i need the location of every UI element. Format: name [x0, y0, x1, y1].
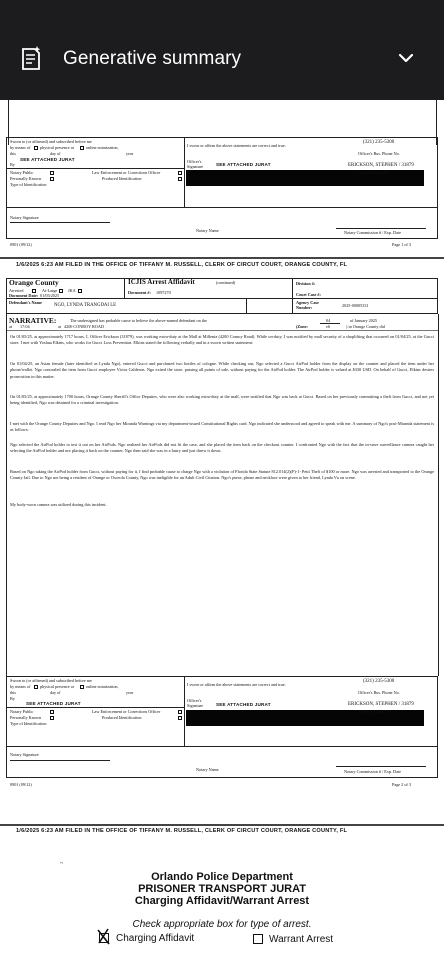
department-name: Orlando Police Department: [151, 871, 293, 883]
checkbox: [178, 710, 182, 714]
county-heading: Orange County: [9, 278, 59, 287]
checkbox: [50, 177, 54, 181]
checkbox: [34, 146, 38, 150]
narrative-paragraph: Based on Ngo taking the AirPod holder from Gucci, without paying for it, I find probable cause to charge Ngo with a violation of Florida State Statute 812.014(2)(F)-1- Petit Theft of $100 or more. Ngo was arrested and transported to the Orange County Jail. Due to Ngo not being a resident of Orange or Osceola County, Ngo was ineligible for an Adult Civil Citation. Ngo's purse, phone and necklace were given to her friend, Lynda Vu on scene.: [10, 469, 434, 481]
checkbox: [178, 177, 182, 181]
checkbox: [78, 289, 82, 293]
warrant-arrest-checkbox[interactable]: [253, 934, 263, 944]
jurat-subtitle: Charging Affidavit/Warrant Arrest: [134, 895, 310, 907]
narrative-paragraph: My body-worn camera was utilized during this incident.: [10, 502, 107, 507]
see-attached-jurat-stamp: SEE ATTACHED JURAT: [26, 701, 81, 706]
checkbox: [178, 716, 182, 720]
arrest-affidavit-page: Orange County Arrested At-Large JKA Document Date: 01/05/2025 ICJIS Arrest Affidavit (continued) Document #: 1097270 Division #: Court Case #: Defendant's Name NGO, LYNDA TRANGDAI LE Agency Case Number: 2025-00005331 NARRATIVE: The undersigned has probable cause to believe the above-named defendant on the 04 of January 2025 at 17:04 at 4200 CONROY ROAD (Zone: e6 ) in Orange County did On 01/05/25, at approximately 1717 hours, I, Officer Erickson (31879), was working extra-duty at the Mall at Millenia (4200 Conroy Road). While on-duty, I was notified by mall security of a shoplifting that occurred on 01/04/25, at the Gucci store. I met with Yoshua Elkins, who works for Gucci Loss Prevention. Elkins stated the following verbally and in a sworn written statement: On 01/04/25, an Asian female (later identified as Lynda Ngo), entered Gucci and purchased two bottles of cologne. While checking out, Ngo selected a Gucci AirPod holder from the display on the counter and placed the item under her phone/wallet. Ngo concealed the item from Gucci employee Victor Calderon. Ngo exited the store, passing all points of sale, without paying for the AirPod holder. The AirPod holder is valued at $330 USD. On behalf of Gucci, Elkins desires prosecution in this matter. On 01/05/25, at approximately 1700 hours, Orange County Sheriff's Office Deputies, who were also working extra-duty at the mall, were notified that Ngo was back at Gucci. Based on her previously committing a theft from Gucci, and not yet being identified, Ngo was detained for a criminal investigation. I met with the Orange County Deputies and Ngo. I read Ngo her Miranda Warnings via my department-issued Constitutional Rights card. Ngo indicated she understood and agreed to speak with me. A summary of Ngo's post-Miranda statement is as follows: Ngo selected the AirPod holder to test it out on her AirPods. Ngo realized her AirPods did not fit the case, and she placed the item back on the checkout counter. I confronted Ngo with the fact that the in-store surveillance camera caught her selecting the AirPod holder and not placing it back on the counter. Ngo then said she was in a hurry and just threw it down. Based on Ngo taking the AirPod holder from Gucci, without paying for it, I find probable cause to charge Ngo with a violation of Florida State Statute 812.014(2)(F)-1- Petit Theft of $100 or more. Ngo was arrested and transported to the Orange County Jail. Due to Ngo not being a resident of Orange or Osceola County, Ngo was ineligible for an Adult Civil Citation. Ngo's purse, phone and necklace were given to her friend, Lynda Vu on scene. My body-worn camera was utilized during this incident. Sworn to (or affirmed) and subscribed before me by means of physical presence or online notarization, this day of year By SEE ATTACHED JURAT Notary Public Law Enforcement or Corrections Officer Personally Known Produced Identification Type of Identification Notary Signature I swear or affirm the above statements are correct and true. Officer's Signature SEE ATTACHED JURAT (321) 235-5300 Officer's Bus. Phone No. ERICKSON, STEPHEN / 31879 Officer's Name/ID Notary Name Notary Commission # / Exp. Date 0901 (09/12) Page 2 of 3: [6, 274, 438, 834]
form-title: ICJIS Arrest Affidavit: [128, 278, 195, 286]
checkmark-icon: [96, 928, 112, 946]
checkbox: [34, 685, 38, 689]
see-attached-jurat-stamp: SEE ATTACHED JURAT: [20, 157, 75, 162]
page-title: Generative summary: [63, 48, 242, 69]
officer-name: ERICKSON, STEPHEN / 31879: [348, 702, 414, 707]
checkbox: [178, 171, 182, 175]
checkbox: [50, 716, 54, 720]
see-attached-jurat-stamp: SEE ATTACHED JURAT: [216, 702, 271, 707]
agency-case-number: 2025-00005331: [342, 303, 369, 308]
filing-stamp: 1/6/2025 6:23 AM FILED IN THE OFFICE OF TIFFANY M. RUSSELL, CLERK OF CIRCUT COURT, ORANGE COUNTY, FL: [16, 828, 348, 834]
narrative-paragraph: On 01/05/25, at approximately 1717 hours, I, Officer Erickson (31879), was working extra-duty at the Mall at Millenia (4200 Conroy Road). While on-duty, I was notified by mall security of a shoplifting that occurred on 01/04/25, at the Gucci store. I met with Yoshua Elkins, who works for Gucci Loss Prevention. Elkins stated the following verbally and in a sworn written statement:: [10, 334, 434, 346]
page1-footer: Sworn to (or affirmed) and subscribed before me by means of physical presence or online notarization, this day of year By SEE ATTACHED JURAT Notary Public Law Enforcement or Corrections Officer Personally Known Produced Identification Type of Identification Notary Signature I swear or affirm the above statements are correct and true. Officer's Signature SEE ATTACHED JURAT (321) 235-5300 Officer's Bus. Phone No. ERICKSON, STEPHEN / 31879 Officer's Name/ID Notary Name Notary Commission # / Exp. Date 0901 (09/12) Page 1 of 3: [6, 100, 438, 255]
narrative-paragraph: Ngo selected the AirPod holder to test it out on her AirPods. Ngo realized her AirPods did not fit the case, and she placed the item back on the checkout counter. I confronted Ngo with the fact that the in-store surveillance camera caught her selecting the AirPod holder and not placing it back on the counter. Ngo then said she was in a hurry and just threw it down.: [10, 442, 434, 454]
warrant-arrest-label: Warrant Arrest: [269, 934, 334, 945]
checkbox: [50, 710, 54, 714]
narrative-paragraph: On 01/04/25, an Asian female (later identified as Lynda Ngo), entered Gucci and purchased two bottles of cologne. While checking out, Ngo selected a Gucci AirPod holder from the display on the counter and placed the item under her phone/wallet. Ngo concealed the item from Gucci employee Victor Calderon. Ngo exited the store, passing all points of sale, without paying for the AirPod holder. The AirPod holder is valued at $330 USD. On behalf of Gucci, Elkins desires prosecution in this matter.: [10, 361, 434, 379]
checkbox: [50, 171, 54, 175]
narrative-label: NARRATIVE:: [9, 316, 57, 325]
generative-summary-icon[interactable]: [20, 46, 42, 72]
see-attached-jurat-stamp: SEE ATTACHED JURAT: [216, 162, 271, 167]
chevron-down-icon[interactable]: [398, 52, 414, 64]
checkbox: [80, 685, 84, 689]
officer-name: ERICKSON, STEPHEN / 31879: [348, 163, 414, 168]
charging-affidavit-label: Charging Affidavit: [116, 933, 195, 944]
document-number: 1097270: [156, 290, 171, 295]
offense-location: 4200 CONROY ROAD: [64, 324, 104, 329]
checkbox: [59, 289, 63, 293]
narrative-paragraph: I met with the Orange County Deputies and Ngo. I read Ngo her Miranda Warnings via my department-issued Constitutional Rights card. Ngo indicated she understood and agreed to speak with me. A summary of Ngo's post-Miranda statement is as follows:: [10, 421, 434, 433]
defendant-name: NGO, LYNDA TRANGDAI LE: [54, 303, 117, 308]
checkbox: [80, 146, 84, 150]
jurat-page: ~ Orlando Police Department PRISONER TRANSPORT JURAT Charging Affidavit/Warrant Arrest Check appropriate box for type of arrest. Charging Affidavit Warrant Arrest: [0, 842, 444, 960]
checkbox: [32, 289, 36, 293]
jurat-title: PRISONER TRANSPORT JURAT: [138, 883, 306, 895]
arrest-type-instruction: Check appropriate box for type of arrest.: [132, 919, 312, 930]
sworn-text: Sworn to (or affirmed) and subscribed before me: [10, 139, 92, 144]
app-header: [0, 0, 444, 100]
document-scan[interactable]: [0, 100, 444, 960]
narrative-paragraph: On 01/05/25, at approximately 1700 hours, Orange County Sheriff's Office Deputies, who were also working extra-duty at the mall, were notified that Ngo was back at Gucci. Based on her previously committing a theft from Gucci, and not yet being identified, Ngo was detained for a criminal investigation.: [10, 394, 434, 406]
filing-stamp: 1/6/2025 6:23 AM FILED IN THE OFFICE OF TIFFANY M. RUSSELL, CLERK OF CIRCUT COURT, ORANGE COUNTY, FL: [16, 262, 348, 268]
